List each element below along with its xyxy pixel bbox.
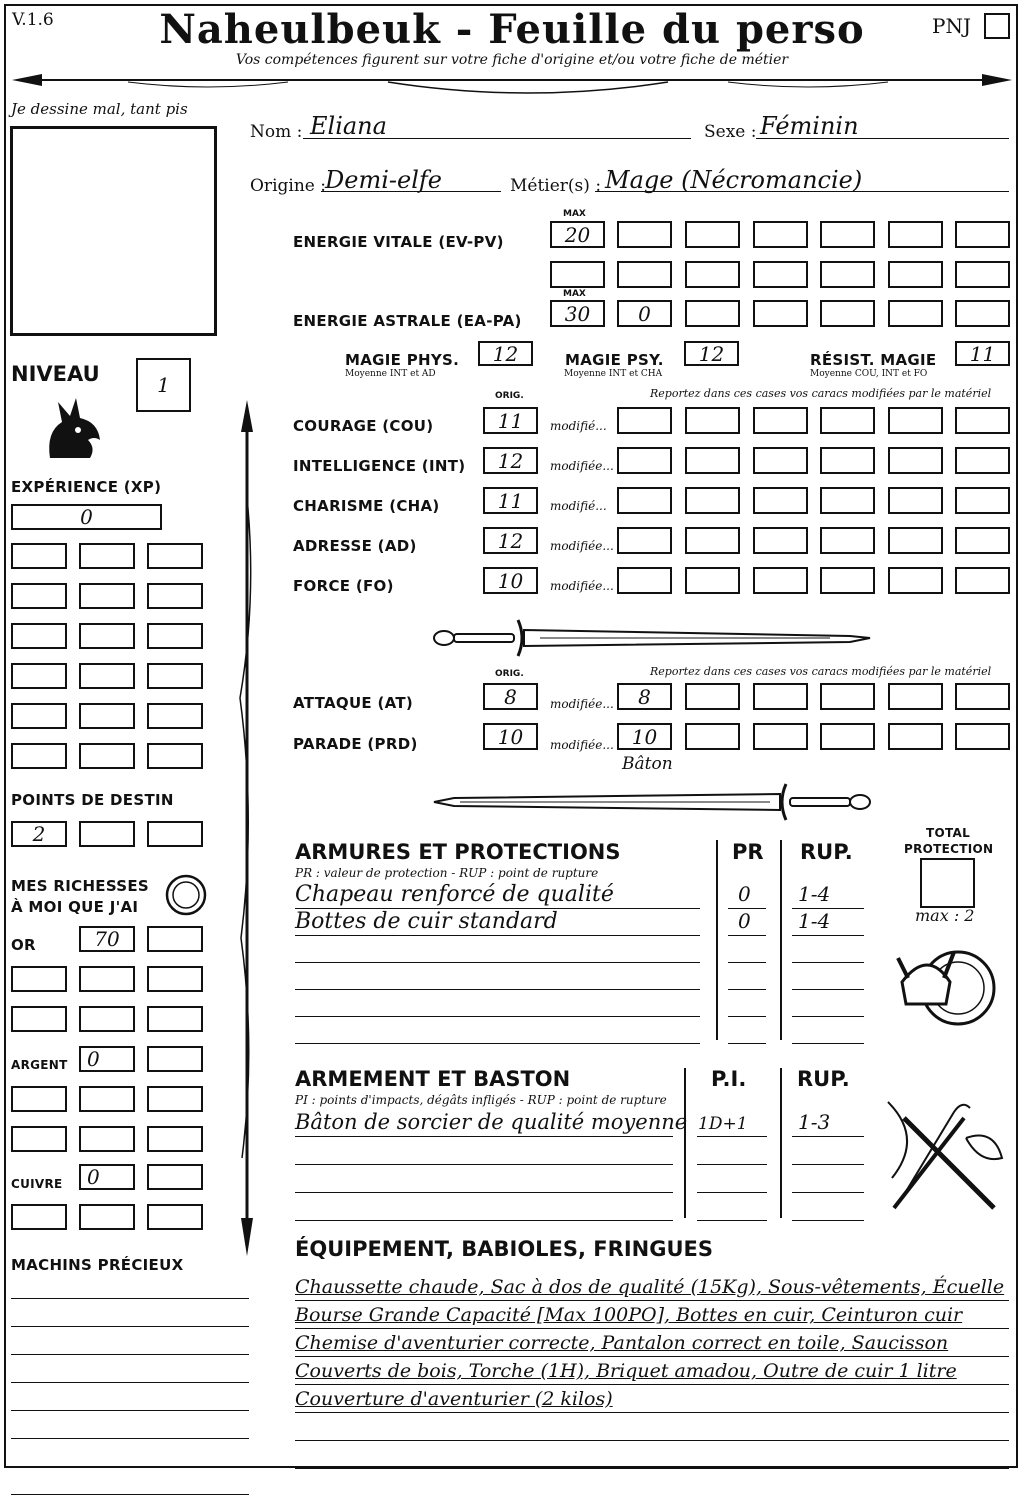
precious-line[interactable] bbox=[11, 1438, 249, 1439]
attaque-mod-value: 8 bbox=[638, 684, 651, 709]
or-box[interactable] bbox=[79, 926, 135, 952]
equipment-line bbox=[295, 1328, 1009, 1329]
stat-mod-label: modifié... bbox=[550, 499, 607, 513]
armor-pr-line bbox=[728, 989, 766, 990]
weapon-pi-line bbox=[697, 1192, 767, 1193]
magie-phys-label: MAGIE PHYS. bbox=[345, 351, 460, 369]
sheet-title: Naheulbeuk - Feuille du perso bbox=[159, 6, 865, 53]
armor-line bbox=[295, 1016, 700, 1017]
energy-box[interactable] bbox=[955, 261, 1010, 288]
cuivre-label: CUIVRE bbox=[11, 1177, 63, 1191]
stat-mod-box[interactable] bbox=[685, 567, 740, 594]
ea-max-label: MAX bbox=[563, 289, 586, 299]
resist-magie-box[interactable] bbox=[955, 341, 1010, 366]
armor-divider bbox=[716, 840, 718, 1040]
xp-slot-box[interactable] bbox=[11, 623, 67, 649]
stat-mod-box[interactable] bbox=[685, 407, 740, 434]
armor-rup-line bbox=[792, 935, 864, 936]
money-box[interactable] bbox=[11, 1086, 67, 1112]
equipment-entry[interactable]: Couverture d'aventurier (2 kilos) bbox=[295, 1388, 613, 1410]
stat-mod-box[interactable] bbox=[820, 447, 875, 474]
stat-mod-box[interactable] bbox=[955, 567, 1010, 594]
stat-orig-value: 11 bbox=[497, 408, 524, 433]
armement-title: ARMEMENT ET BASTON bbox=[295, 1067, 571, 1091]
origine-label: Origine : bbox=[250, 176, 326, 196]
stat-mod-box[interactable] bbox=[753, 527, 808, 554]
resist-magie-note: Moyenne COU, INT et FO bbox=[810, 369, 928, 379]
money-box[interactable] bbox=[79, 1204, 135, 1230]
magie-phys-box[interactable] bbox=[478, 341, 533, 366]
combat-mod-box[interactable] bbox=[955, 683, 1010, 710]
pi-header: P.I. bbox=[711, 1067, 747, 1091]
energy-box[interactable] bbox=[955, 300, 1010, 327]
ea-current-box[interactable] bbox=[617, 300, 672, 327]
destin-label: POINTS DE DESTIN bbox=[11, 791, 174, 809]
parade-note: Bâton bbox=[622, 754, 673, 774]
xp-label: EXPÉRIENCE (XP) bbox=[11, 478, 162, 496]
stat-mod-box[interactable] bbox=[685, 447, 740, 474]
stat-mod-box[interactable] bbox=[888, 527, 943, 554]
stat-mod-box[interactable] bbox=[955, 527, 1010, 554]
xp-slot-box[interactable] bbox=[79, 703, 135, 729]
weapon-divider bbox=[780, 1068, 782, 1218]
pnj-checkbox[interactable] bbox=[984, 13, 1010, 39]
ea-max-value: 30 bbox=[564, 301, 591, 326]
energy-box[interactable] bbox=[685, 221, 740, 248]
money-box[interactable] bbox=[79, 1006, 135, 1032]
armor-pr[interactable]: 0 bbox=[738, 909, 751, 933]
stat-label: INTELLIGENCE (INT) bbox=[293, 457, 466, 475]
xp-slot-box[interactable] bbox=[147, 703, 203, 729]
ea-max-box[interactable] bbox=[550, 300, 605, 327]
combat-mod-box[interactable] bbox=[753, 723, 808, 750]
protection-label: PROTECTION bbox=[904, 842, 994, 856]
xp-box[interactable] bbox=[11, 504, 162, 530]
stat-label: CHARISME (CHA) bbox=[293, 497, 440, 515]
energy-box[interactable] bbox=[617, 221, 672, 248]
xp-slot-box[interactable] bbox=[11, 543, 67, 569]
weapon-rup-line bbox=[792, 1220, 864, 1221]
portrait-caption: Je dessine mal, tant pis bbox=[11, 100, 188, 118]
magie-psy-box[interactable] bbox=[684, 341, 739, 366]
energy-box[interactable] bbox=[888, 261, 943, 288]
equipement-title: ÉQUIPEMENT, BABIOLES, FRINGUES bbox=[295, 1237, 713, 1261]
argent-box[interactable] bbox=[79, 1046, 135, 1072]
stat-mod-box[interactable] bbox=[617, 527, 672, 554]
sword-icon bbox=[430, 616, 875, 660]
armor-pr-line bbox=[728, 1016, 766, 1017]
parade-mod-box[interactable] bbox=[617, 723, 672, 750]
equipment-line bbox=[295, 1356, 1009, 1357]
armor-divider bbox=[780, 840, 782, 1040]
ev-label: ENERGIE VITALE (EV-PV) bbox=[293, 233, 504, 251]
stat-mod-box[interactable] bbox=[820, 487, 875, 514]
energy-box[interactable] bbox=[753, 300, 808, 327]
magie-phys-note: Moyenne INT et AD bbox=[345, 369, 436, 379]
equipment-entry[interactable]: Chaussette chaude, Sac à dos de qualité (15Kg), Sous-vêtements, Écuelle bbox=[295, 1276, 1005, 1298]
combat-mod-box[interactable] bbox=[820, 723, 875, 750]
xp-slot-box[interactable] bbox=[11, 743, 67, 769]
xp-slot-box[interactable] bbox=[11, 703, 67, 729]
weapon-rup-line bbox=[792, 1164, 864, 1165]
money-box[interactable] bbox=[11, 966, 67, 992]
total-protection-box[interactable] bbox=[920, 858, 975, 908]
stat-orig-value: 12 bbox=[497, 528, 524, 553]
max-note: max : 2 bbox=[915, 906, 975, 925]
stat-label: ADRESSE (AD) bbox=[293, 537, 417, 555]
niveau-value: 1 bbox=[157, 373, 170, 397]
armures-note: PR : valeur de protection - RUP : point de rupture bbox=[295, 866, 599, 880]
money-box[interactable] bbox=[147, 926, 203, 952]
combat-mod-box[interactable] bbox=[888, 683, 943, 710]
stat-mod-label: modifiée... bbox=[550, 579, 614, 593]
ea-label: ENERGIE ASTRALE (EA-PA) bbox=[293, 312, 522, 330]
nom-label: Nom : bbox=[250, 122, 303, 142]
armor-pr-line bbox=[728, 1043, 766, 1044]
money-box[interactable] bbox=[147, 1086, 203, 1112]
combat-mod-box[interactable] bbox=[753, 683, 808, 710]
version-label: V.1.6 bbox=[12, 10, 54, 30]
attaque-mod-box[interactable] bbox=[617, 683, 672, 710]
stat-mod-box[interactable] bbox=[955, 407, 1010, 434]
destin-box[interactable] bbox=[147, 821, 203, 847]
coin-icon bbox=[164, 873, 208, 917]
combat-mod-box[interactable] bbox=[955, 723, 1010, 750]
parade-mod-label: modifiée... bbox=[550, 738, 614, 752]
armor-pr[interactable]: 0 bbox=[738, 882, 751, 906]
stat-mod-box[interactable] bbox=[888, 407, 943, 434]
attaque-box[interactable] bbox=[483, 683, 538, 710]
money-box[interactable] bbox=[11, 1006, 67, 1032]
magie-phys-value: 12 bbox=[492, 341, 519, 366]
stat-mod-box[interactable] bbox=[753, 407, 808, 434]
ev-max-label: MAX bbox=[563, 209, 586, 219]
energy-box[interactable] bbox=[550, 261, 605, 288]
money-box[interactable] bbox=[147, 1204, 203, 1230]
armor-rup-line bbox=[792, 1016, 864, 1017]
stats-report-note: Reportez dans ces cases vos caracs modifiées par le matériel bbox=[650, 387, 992, 400]
precious-line[interactable] bbox=[11, 1410, 249, 1411]
energy-box[interactable] bbox=[888, 221, 943, 248]
ea-current-value: 0 bbox=[638, 301, 651, 326]
or-value: 70 bbox=[94, 927, 120, 951]
weapon-pi-line bbox=[697, 1164, 767, 1165]
armor-rup-line bbox=[792, 1043, 864, 1044]
stat-mod-box[interactable] bbox=[617, 567, 672, 594]
machins-label: MACHINS PRÉCIEUX bbox=[11, 1256, 184, 1274]
equipment-line bbox=[295, 1468, 1009, 1469]
weapon-rup-line bbox=[792, 1136, 864, 1137]
weapon-line bbox=[295, 1164, 673, 1165]
armor-name[interactable]: Bottes de cuir standard bbox=[295, 909, 558, 934]
stat-mod-label: modifiée... bbox=[550, 459, 614, 473]
xp-slot-box[interactable] bbox=[11, 663, 67, 689]
stat-mod-box[interactable] bbox=[753, 567, 808, 594]
weapon-line bbox=[295, 1136, 673, 1137]
armor-rup[interactable]: 1-4 bbox=[798, 909, 831, 933]
armor-rup-line bbox=[792, 989, 864, 990]
money-box[interactable] bbox=[147, 1006, 203, 1032]
xp-slot-box[interactable] bbox=[79, 543, 135, 569]
energy-box[interactable] bbox=[820, 221, 875, 248]
equipment-line bbox=[295, 1412, 1009, 1413]
sheet-subtitle: Vos compétences figurent sur votre fiche d'origine et/ou votre fiche de métier bbox=[235, 52, 789, 68]
cuivre-value: 0 bbox=[87, 1165, 100, 1189]
xp-slot-box[interactable] bbox=[79, 623, 135, 649]
resist-magie-label: RÉSIST. MAGIE bbox=[810, 351, 937, 369]
energy-box[interactable] bbox=[753, 261, 808, 288]
xp-slot-box[interactable] bbox=[79, 743, 135, 769]
precious-line[interactable] bbox=[11, 1326, 249, 1327]
armor-rup[interactable]: 1-4 bbox=[798, 882, 831, 906]
weapon-name[interactable]: Bâton de sorcier de qualité moyenne bbox=[295, 1110, 688, 1134]
equipment-line bbox=[295, 1440, 1009, 1441]
armement-note: PI : points d'impacts, dégâts infligés - RUP : point de rupture bbox=[295, 1093, 667, 1107]
energy-box[interactable] bbox=[685, 261, 740, 288]
armor-line bbox=[295, 962, 700, 963]
sexe-field[interactable]: Féminin bbox=[760, 112, 859, 140]
stat-orig-box[interactable] bbox=[483, 447, 538, 474]
money-box[interactable] bbox=[11, 1126, 67, 1152]
attaque-mod-label: modifiée... bbox=[550, 697, 614, 711]
stat-mod-box[interactable] bbox=[888, 487, 943, 514]
xp-slot-box[interactable] bbox=[147, 583, 203, 609]
parade-label: PARADE (PRD) bbox=[293, 735, 418, 753]
pnj-label: PNJ bbox=[932, 14, 971, 38]
ev-max-value: 20 bbox=[564, 222, 591, 247]
money-box[interactable] bbox=[147, 1164, 203, 1190]
stat-label: FORCE (FO) bbox=[293, 577, 394, 595]
stat-mod-box[interactable] bbox=[753, 487, 808, 514]
money-box[interactable] bbox=[147, 1046, 203, 1072]
equipment-line bbox=[295, 1384, 1009, 1385]
xp-slot-box[interactable] bbox=[11, 583, 67, 609]
resist-magie-value: 11 bbox=[969, 341, 996, 366]
stat-orig-value: 11 bbox=[497, 488, 524, 513]
magie-psy-value: 12 bbox=[698, 341, 725, 366]
combat-orig-label: ORIG. bbox=[495, 669, 524, 679]
xp-slot-box[interactable] bbox=[147, 743, 203, 769]
xp-slot-box[interactable] bbox=[147, 543, 203, 569]
xp-slot-box[interactable] bbox=[147, 663, 203, 689]
stat-orig-value: 10 bbox=[497, 568, 524, 593]
stat-label: COURAGE (COU) bbox=[293, 417, 434, 435]
armor-rup-line bbox=[792, 962, 864, 963]
nom-field[interactable]: Eliana bbox=[310, 112, 387, 140]
stat-mod-box[interactable] bbox=[617, 407, 672, 434]
energy-box[interactable] bbox=[685, 300, 740, 327]
niveau-label: NIVEAU bbox=[11, 362, 100, 386]
argent-value: 0 bbox=[87, 1047, 100, 1071]
armor-line bbox=[295, 1043, 700, 1044]
weapon-divider bbox=[684, 1068, 686, 1218]
weapon-pi-line bbox=[697, 1136, 767, 1137]
metier-field[interactable]: Mage (Nécromancie) bbox=[605, 166, 863, 194]
ev-max-box[interactable] bbox=[550, 221, 605, 248]
stat-mod-box[interactable] bbox=[685, 527, 740, 554]
weapon-line bbox=[295, 1220, 673, 1221]
stat-mod-label: modifiée... bbox=[550, 539, 614, 553]
dragon-icon bbox=[40, 392, 106, 464]
stat-mod-box[interactable] bbox=[820, 567, 875, 594]
stat-mod-box[interactable] bbox=[617, 447, 672, 474]
combat-mod-box[interactable] bbox=[888, 723, 943, 750]
money-box[interactable] bbox=[79, 1086, 135, 1112]
sexe-label: Sexe : bbox=[704, 122, 757, 142]
helmet-shield-icon bbox=[888, 928, 1000, 1032]
stat-mod-box[interactable] bbox=[820, 527, 875, 554]
energy-box[interactable] bbox=[753, 221, 808, 248]
combat-mod-box[interactable] bbox=[820, 683, 875, 710]
stat-orig-box[interactable] bbox=[483, 487, 538, 514]
stat-mod-box[interactable] bbox=[685, 487, 740, 514]
precious-line[interactable] bbox=[11, 1466, 249, 1467]
equipment-line bbox=[295, 1300, 1009, 1301]
money-box[interactable] bbox=[79, 1126, 135, 1152]
energy-box[interactable] bbox=[617, 261, 672, 288]
spear-divider-icon bbox=[8, 68, 1016, 98]
energy-box[interactable] bbox=[955, 221, 1010, 248]
armor-pr-line bbox=[728, 962, 766, 963]
destin-box[interactable] bbox=[79, 821, 135, 847]
armor-line bbox=[295, 989, 700, 990]
portrait-box[interactable] bbox=[10, 126, 217, 336]
sword-icon-2 bbox=[430, 780, 875, 824]
xp-slot-box[interactable] bbox=[79, 663, 135, 689]
weapon-line bbox=[295, 1192, 673, 1193]
equipment-entry[interactable]: Chemise d'aventurier correcte, Pantalon correct en toile, Saucisson bbox=[295, 1332, 949, 1354]
magie-psy-note: Moyenne INT et CHA bbox=[564, 369, 663, 379]
money-box[interactable] bbox=[147, 1126, 203, 1152]
precious-line[interactable] bbox=[11, 1354, 249, 1355]
stat-orig-box[interactable] bbox=[483, 527, 538, 554]
money-box[interactable] bbox=[11, 1204, 67, 1230]
stat-orig-value: 12 bbox=[497, 448, 524, 473]
weapon-rup[interactable]: 1-3 bbox=[798, 1110, 831, 1134]
stat-mod-box[interactable] bbox=[888, 447, 943, 474]
richesses-label-1: MES RICHESSES bbox=[11, 877, 150, 895]
weapon-pi[interactable]: 1D+1 bbox=[698, 1114, 748, 1134]
total-label: TOTAL bbox=[926, 826, 971, 840]
weapon-rup-line bbox=[792, 1192, 864, 1193]
energy-box[interactable] bbox=[820, 300, 875, 327]
xp-slot-box[interactable] bbox=[79, 583, 135, 609]
stat-mod-box[interactable] bbox=[955, 447, 1010, 474]
parade-mod-value: 10 bbox=[631, 724, 658, 749]
precious-line[interactable] bbox=[11, 1298, 249, 1299]
combat-mod-box[interactable] bbox=[685, 723, 740, 750]
stat-mod-box[interactable] bbox=[820, 407, 875, 434]
stat-mod-box[interactable] bbox=[888, 567, 943, 594]
pr-header: PR bbox=[732, 840, 764, 864]
richesses-label-2: À MOI QUE J'AI bbox=[11, 898, 139, 916]
destin-value: 2 bbox=[32, 822, 46, 846]
stat-orig-box[interactable] bbox=[483, 567, 538, 594]
equipment-entry[interactable]: Bourse Grande Capacité [Max 100PO], Bottes en cuir, Ceinturon cuir bbox=[295, 1304, 963, 1326]
xp-slot-box[interactable] bbox=[147, 623, 203, 649]
stat-mod-box[interactable] bbox=[753, 447, 808, 474]
stat-mod-box[interactable] bbox=[955, 487, 1010, 514]
armures-title: ARMURES ET PROTECTIONS bbox=[295, 840, 621, 864]
energy-box[interactable] bbox=[820, 261, 875, 288]
weapons-icon bbox=[884, 1098, 1010, 1216]
attaque-label: ATTAQUE (AT) bbox=[293, 694, 414, 712]
weapon-pi-line bbox=[697, 1220, 767, 1221]
energy-box[interactable] bbox=[888, 300, 943, 327]
equipment-entry[interactable]: Couverts de bois, Torche (1H), Briquet amadou, Outre de cuir 1 litre bbox=[295, 1360, 957, 1382]
money-box[interactable] bbox=[79, 966, 135, 992]
armor-line bbox=[295, 935, 700, 936]
money-box[interactable] bbox=[147, 966, 203, 992]
stat-mod-box[interactable] bbox=[617, 487, 672, 514]
metier-label: Métier(s) : bbox=[510, 176, 602, 196]
armor-rup-header: RUP. bbox=[800, 840, 853, 864]
vertical-spear-icon bbox=[232, 398, 262, 1258]
weapon-rup-header: RUP. bbox=[797, 1067, 850, 1091]
parade-box[interactable] bbox=[483, 723, 538, 750]
stat-orig-box[interactable] bbox=[483, 407, 538, 434]
origine-field[interactable]: Demi-elfe bbox=[325, 166, 442, 194]
destin-box[interactable] bbox=[11, 821, 67, 847]
precious-line[interactable] bbox=[11, 1382, 249, 1383]
xp-value: 0 bbox=[80, 505, 93, 529]
stats-orig-label: ORIG. bbox=[495, 391, 524, 401]
armor-pr-line bbox=[728, 935, 766, 936]
niveau-box[interactable] bbox=[136, 358, 191, 412]
armor-name[interactable]: Chapeau renforcé de qualité bbox=[295, 882, 614, 907]
or-label: OR bbox=[11, 936, 36, 954]
attaque-value: 8 bbox=[504, 684, 517, 709]
argent-label: ARGENT bbox=[11, 1058, 68, 1072]
combat-mod-box[interactable] bbox=[685, 683, 740, 710]
combat-report-note: Reportez dans ces cases vos caracs modifiées par le matériel bbox=[650, 665, 992, 678]
parade-value: 10 bbox=[497, 724, 524, 749]
stat-mod-label: modifié... bbox=[550, 419, 607, 433]
magie-psy-label: MAGIE PSY. bbox=[565, 351, 664, 369]
cuivre-box[interactable] bbox=[79, 1164, 135, 1190]
